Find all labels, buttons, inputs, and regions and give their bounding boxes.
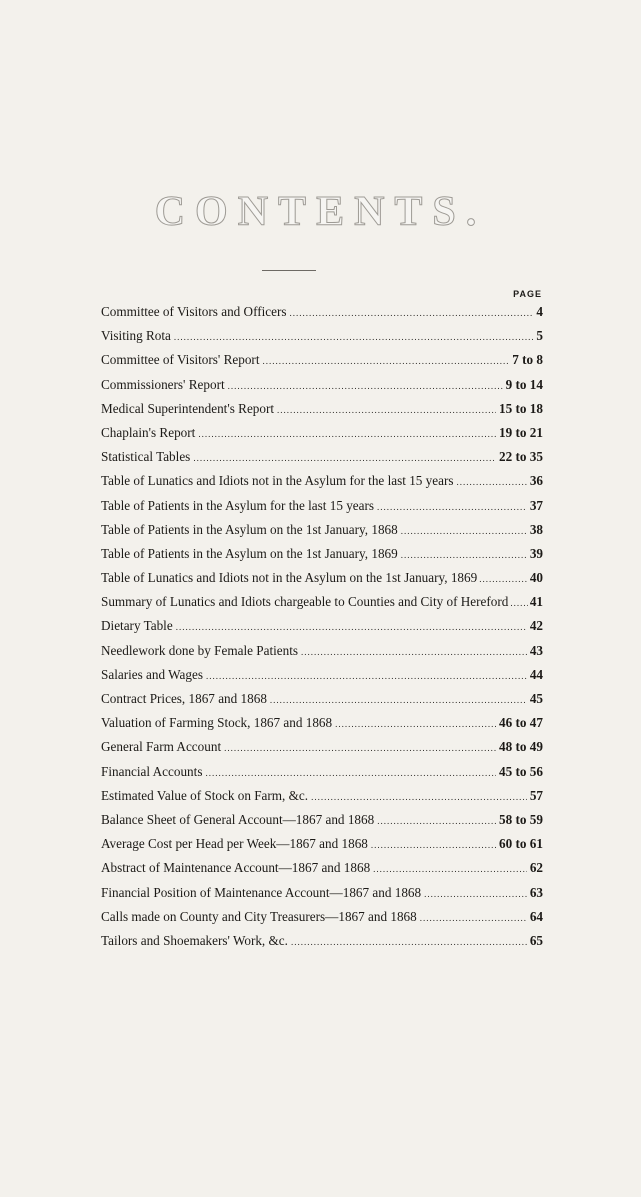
toc-entry: [101, 546, 543, 570]
leader-dots: [401, 526, 527, 536]
toc-entry: [101, 594, 543, 618]
toc-entry-page: 22 to 35: [499, 449, 543, 465]
toc-entry-page: 15 to 18: [499, 400, 543, 416]
toc-entry-page: 58 to 59: [499, 811, 543, 827]
leader-dots: [262, 356, 509, 366]
toc-entry-label: Summary of Lunatics and Idiots chargeable to Counties and City of Hereford: [101, 594, 509, 610]
toc-entry: [101, 498, 543, 522]
toc-entry-label: Needlework done by Female Patients: [101, 642, 299, 658]
leader-dots: [290, 308, 534, 318]
leader-dots: [270, 695, 527, 705]
toc-entry-label: Table of Patients in the Asylum on the 1st January, 1869: [101, 545, 398, 561]
toc-entry-page: 39: [529, 545, 543, 561]
toc-entry-page: 63: [529, 884, 543, 900]
toc-entry-label: Financial Accounts: [101, 763, 203, 779]
toc-entry: [101, 352, 543, 376]
toc-entry-page: 65: [529, 932, 543, 948]
leader-dots: [291, 937, 527, 947]
toc-entry-page: 42: [529, 618, 543, 634]
toc-entry-page: 48 to 49: [499, 739, 543, 755]
toc-entry-label: Tailors and Shoemakers' Work, &c.: [101, 932, 288, 948]
leader-dots: [424, 889, 527, 899]
leader-dots: [301, 647, 527, 657]
toc-entry: [101, 764, 543, 788]
leader-dots: [205, 768, 496, 778]
toc-entry: [101, 909, 543, 933]
toc-entry-page: 45 to 56: [499, 763, 543, 779]
leader-dots: [401, 550, 527, 560]
toc-entry: [101, 812, 543, 836]
toc-entry: [101, 328, 543, 352]
toc-entry-label: Committee of Visitors and Officers: [101, 304, 287, 319]
toc-entry-label: Abstract of Maintenance Account—1867 and 1868: [101, 860, 371, 876]
toc-entry-label: Dietary Table: [101, 618, 173, 634]
toc-entry-label: Estimated Value of Stock on Farm, &c.: [101, 787, 309, 803]
toc-entry: [101, 618, 543, 642]
leader-dots: [224, 743, 496, 753]
toc-entry-label: Salaries and Wages: [101, 666, 203, 682]
toc-entry-label: Calls made on County and City Treasurers—1867 and 1868: [101, 908, 417, 924]
toc-entry-label: Average Cost per Head per Week—1867 and 1868: [101, 836, 368, 852]
toc-entry-page: 36: [529, 473, 543, 489]
page-title: CONTENTS.: [154, 189, 487, 235]
toc-entry-label: Contract Prices, 1867 and 1868: [101, 691, 267, 706]
toc-entry: [101, 788, 543, 812]
toc-entry-label: Table of Lunatics and Idiots not in the Asylum for the last 15 years: [101, 473, 454, 489]
toc-entry: [101, 401, 543, 425]
leader-dots: [457, 477, 527, 487]
toc-entry-page: 38: [529, 521, 543, 537]
leader-dots: [193, 453, 496, 463]
page-column-label: PAGE: [513, 289, 542, 299]
leader-dots: [176, 622, 527, 632]
toc-entry-page: 64: [529, 908, 543, 924]
toc-entry-label: Visiting Rota: [101, 328, 171, 344]
leader-dots: [277, 405, 496, 415]
leader-dots: [479, 574, 528, 584]
toc-entry: [101, 643, 543, 667]
toc-entry-page: 44: [529, 666, 543, 682]
toc-entry-page: 9 to 14: [505, 376, 543, 392]
toc-entry: [101, 691, 543, 715]
leader-dots: [335, 719, 496, 729]
leader-dots: [377, 502, 527, 512]
leader-dots: [420, 913, 527, 923]
toc-entry: [101, 739, 543, 763]
leader-dots: [510, 598, 527, 608]
toc-entry: [101, 667, 543, 691]
toc-entry: [101, 933, 543, 957]
toc-entry-label: Chaplain's Report: [101, 424, 196, 440]
toc-entry-label: Medical Superintendent's Report: [101, 400, 275, 416]
toc-entry-label: Table of Patients in the Asylum for the last 15 years: [101, 497, 375, 513]
toc-entry: [101, 715, 543, 739]
title-rule: [262, 270, 316, 271]
toc-entry-label: Table of Lunatics and Idiots not in the Asylum on the 1st January, 1869: [101, 570, 478, 586]
toc-entry-page: 19 to 21: [499, 424, 543, 440]
leader-dots: [377, 816, 496, 826]
leader-dots: [198, 429, 496, 439]
toc-entry-label: General Farm Account: [101, 739, 222, 755]
toc-entry: [101, 570, 543, 594]
toc-entry-page: 45: [529, 691, 543, 706]
toc-entry: [101, 425, 543, 449]
toc-entry-page: 5: [536, 328, 543, 344]
leader-dots: [371, 840, 496, 850]
toc-entry-label: Balance Sheet of General Account—1867 and 1868: [101, 811, 375, 827]
table-of-contents: [101, 304, 543, 957]
toc-entry: [101, 860, 543, 884]
toc-entry-label: Statistical Tables: [101, 449, 191, 465]
toc-entry-page: 37: [529, 497, 543, 513]
toc-entry-label: Commissioners' Report: [101, 376, 225, 392]
toc-entry: [101, 473, 543, 497]
toc-entry-page: 60 to 61: [499, 836, 543, 852]
toc-entry-label: Valuation of Farming Stock, 1867 and 1868: [101, 715, 333, 731]
toc-entry-page: 43: [529, 642, 543, 658]
toc-entry-label: Committee of Visitors' Report: [101, 352, 260, 368]
leader-dots: [228, 381, 503, 391]
toc-entry: [101, 377, 543, 401]
toc-entry: [101, 449, 543, 473]
toc-entry-label: Table of Patients in the Asylum on the 1st January, 1868: [101, 521, 398, 537]
toc-entry-page: 41: [529, 594, 543, 610]
toc-entry-page: 4: [536, 304, 543, 319]
toc-entry: [101, 522, 543, 546]
toc-entry-page: 40: [529, 570, 543, 586]
toc-entry-page: 62: [529, 860, 543, 876]
toc-entry-label: Financial Position of Maintenance Account—1867 and 1868: [101, 884, 422, 900]
toc-entry: [101, 885, 543, 909]
leader-dots: [174, 332, 533, 342]
toc-entry-page: 46 to 47: [499, 715, 543, 731]
leader-dots: [206, 671, 527, 681]
toc-entry: [101, 836, 543, 860]
leader-dots: [311, 792, 527, 802]
toc-entry: [101, 304, 543, 328]
toc-entry-page: 7 to 8: [512, 352, 543, 368]
leader-dots: [373, 864, 527, 874]
toc-entry-page: 57: [529, 787, 543, 803]
